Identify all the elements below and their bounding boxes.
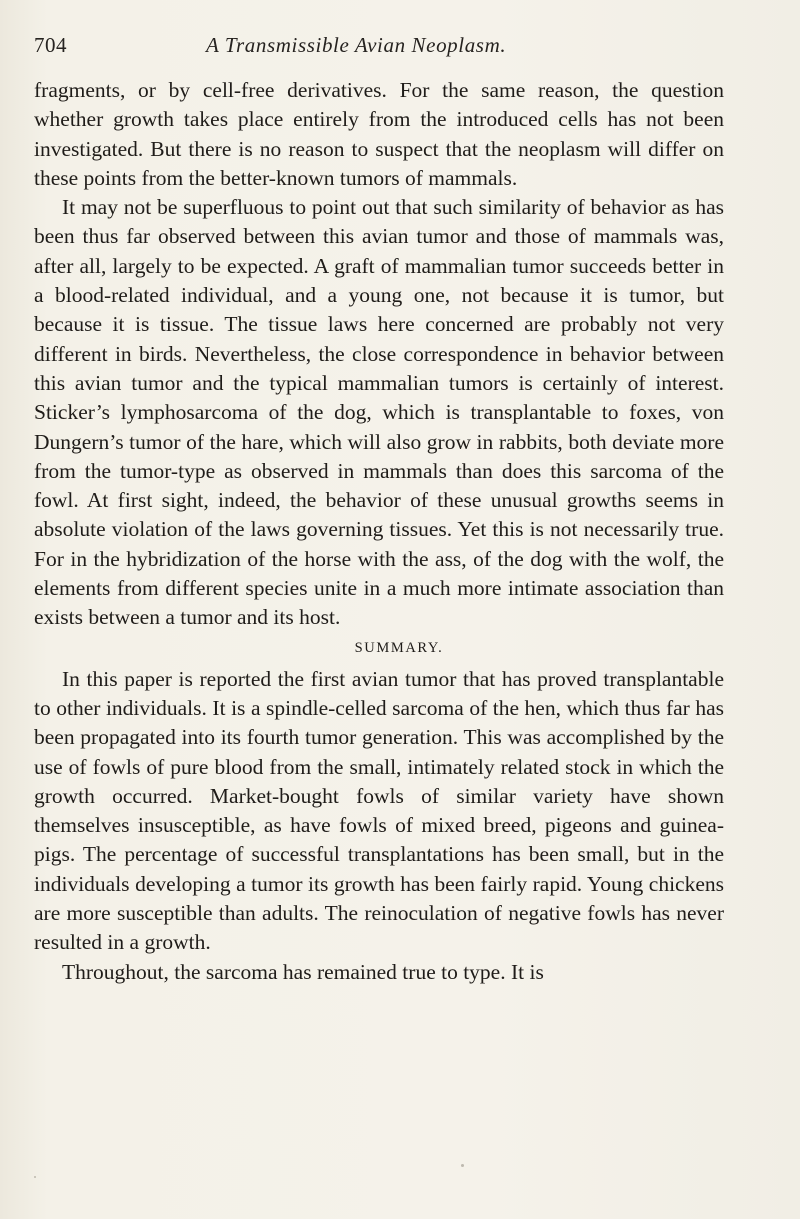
paragraph-continuation: fragments, or by cell-free derivatives. For the same reason, the question whether growth takes place entirely from the introduced cells has not been investigated. But there is no reason to suspect that the neoplasm will differ on these points from the better-known tumors of mammals.	[34, 78, 724, 190]
paragraph-similarity: It may not be superfluous to point out that such similarity of behavior as has been thus far observed between this avian tumor and those of mammals was, after all, largely to be expected. A graft of mammalian tumor succeeds better in a blood-related individual, and a young one, not because it is tumor, but because it is tissue. The tissue laws here concerned are probably not very different in birds. Nevertheless, the close correspondence in behavior between this avian tumor and the typical mammalian tumors is certainly of interest. Sticker’s lymphosarcoma of the dog, which is transplantable to foxes, von Dungern’s tumor of the hare, which will also grow in rabbits, both deviate more from the tumor-type as observed in mammals than does this sarcoma of the fowl. At first sight, indeed, the behavior of these unusual growths seems in absolute violation of the laws governing tissues. Yet this is not necessarily true. For in the hybridization of the horse with the ass, of the dog with the wolf, the elements from different species unite in a much more intimate association than exists between a tumor and its host.	[34, 195, 724, 630]
summary-heading: SUMMARY.	[354, 639, 444, 656]
page-number: 704	[34, 33, 67, 57]
body-text	[34, 76, 724, 987]
paper-speck	[461, 1164, 464, 1167]
page-header	[34, 33, 734, 63]
paragraph-summary: In this paper is reported the first avian tumor that has proved transplantable to other individuals. It is a spindle-celled sarcoma of the hen, which thus far has been propagated into its fourth tumor generation. This was accomplished by the use of fowls of pure blood from the small, intimately related stock in which the growth occurred. Market-bought fowls of similar variety have shown themselves insusceptible, as have fowls of mixed breed, pigeons and guinea-pigs. The percentage of successful transplantations has been small, but in the individuals developing a tumor its growth has been fairly rapid. Young chickens are more susceptible than adults. The reinoculation of negative fowls has never resulted in a growth.	[34, 666, 724, 955]
paragraph-throughout: Throughout, the sarcoma has remained true to type. It is	[62, 959, 544, 984]
running-title: A Transmissible Avian Neoplasm.	[206, 33, 507, 57]
paper-speck	[34, 1176, 36, 1178]
